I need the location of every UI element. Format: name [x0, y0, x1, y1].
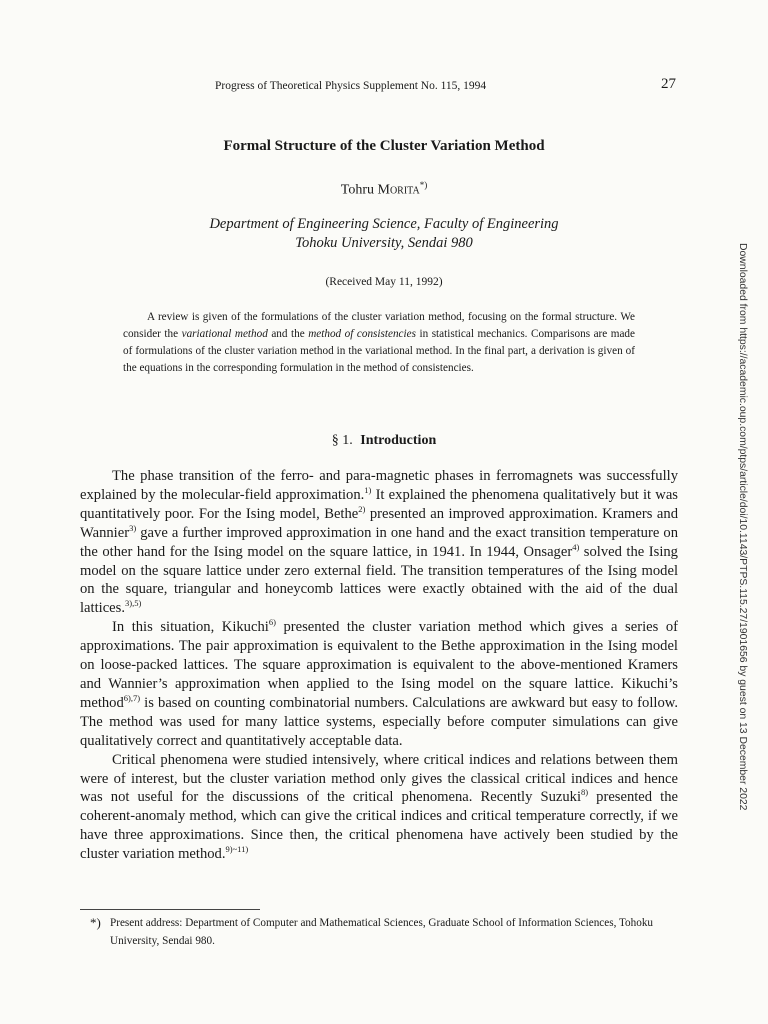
citation-ref[interactable]: 4) — [572, 541, 580, 552]
footnote-text: Present address: Department of Computer and Mathematical Sciences, Graduate School of Information Sciences, Tohoku University, Sendai 980. — [110, 917, 654, 947]
author-first-name: Tohru — [340, 182, 378, 198]
paragraph: Critical phenomena were studied intensively, where critical indices and relations between them were of interest, but the cluster variation method only gives the classical critical indices and hence was not useful for the discussions of the critical phenomena. Recently Suzuki$^{8)}$ presented the coherent-anomaly method, which can give the critical indices and critical temperature correctly, if we have three approximations. Since then, the critical phenomena have actively been studied by the cluster variation method.$^{9)\sim 11)}$ — [80, 751, 678, 863]
abstract — [123, 309, 635, 377]
received-date: (Received May 11, 1992) — [325, 276, 443, 288]
paragraph: The phase transition of the ferro- and para-magnetic phases in ferromagnets was successfully explained by the molecular-field approximation.$^{1)}$ It explained the phenomena qualitatively but it was quantitatively poor. For the Ising model, Bethe$^{2)}$ presented an improved approximation. Kramers and Wannier$^{3)}$ gave a further improved approximation in one hand and the exact transition temperature on the other hand for the Ising model on the square lattice, in 1941. In 1944, Onsager$^{4)}$ solved the Ising model on the square lattice under zero external field. The transition temperatures of the Ising model on the square, triangular and honeycomb lattices were exactly obtained with the aid of the dual lattices.$^{3),5)}$ — [80, 468, 678, 617]
abstract-emphasis: variational method — [181, 328, 268, 340]
section-title: Introduction — [360, 433, 437, 448]
citation-ref[interactable]: 2) — [358, 503, 366, 514]
citation-ref[interactable]: 6) — [268, 617, 276, 628]
body-text — [80, 467, 678, 864]
download-watermark — [736, 243, 748, 811]
affiliation-line-1: Department of Engineering Science, Faculty of Engineering — [209, 216, 559, 232]
citation-ref[interactable]: 8) — [581, 787, 589, 798]
paragraph: In this situation, Kikuchi$^{6)}$ presented the cluster variation method which gives a series of approximations. The pair approximation is equivalent to the Bethe approximation in the Ising model on loose-packed lattices. The square approximation is equivalent to the above-mentioned Kramers and Wannier’s approximation when applied to the Ising model on the square lattice. Kikuchi’s method$^{6),7)}$ is based on counting combinatorial numbers. Calculations are awkward but easy to follow. The method was used for many lattice systems, especially before computer simulations can give qualitatively correct and quantitatively acceptable data. — [80, 617, 678, 749]
affiliation — [0, 215, 768, 253]
author-line — [0, 180, 768, 199]
abstract-emphasis: method of consistencies — [308, 328, 416, 340]
abstract-text: and the — [267, 328, 309, 340]
citation-ref[interactable]: 9)~11) — [225, 844, 249, 855]
download-notice[interactable]: Downloaded from https://academic.oup.com/ptps/article/doi/10.1143/PTPS.115.27/1901656 by guest on 13 December 2022 — [737, 243, 748, 811]
footnote-rule — [80, 909, 260, 910]
section-number: § 1. — [331, 433, 353, 448]
citation-ref[interactable]: 1) — [364, 485, 372, 496]
paper-title: Formal Structure of the Cluster Variation Method — [223, 138, 545, 154]
citation-ref[interactable]: 3),5) — [124, 598, 142, 609]
journal-citation: Progress of Theoretical Physics Supplement No. 115, 1994 — [215, 80, 487, 92]
abstract-text: in statistical mechanics. Comparisons are made of formulations of the cluster variation method in the variational method. In the final part, a derivation is given of the equations in the corresponding formulation in the method of consistencies. — [123, 328, 635, 374]
affiliation-line-2: Tohoku University, Sendai 980 — [295, 235, 473, 251]
footnote — [90, 914, 680, 950]
abstract-text: A review is given of the formulations of the cluster variation method, focusing on the formal structure. We consider the — [123, 311, 635, 340]
footnote-mark: *) — [90, 915, 101, 930]
page-number: 27 — [661, 76, 676, 92]
citation-ref[interactable]: 6),7) — [123, 693, 141, 704]
section-heading — [0, 433, 768, 449]
running-header — [0, 76, 768, 96]
author-footnote-mark[interactable]: *) — [419, 180, 428, 190]
citation-ref[interactable]: 3) — [129, 522, 137, 533]
author-last-name: Morita — [377, 182, 420, 198]
